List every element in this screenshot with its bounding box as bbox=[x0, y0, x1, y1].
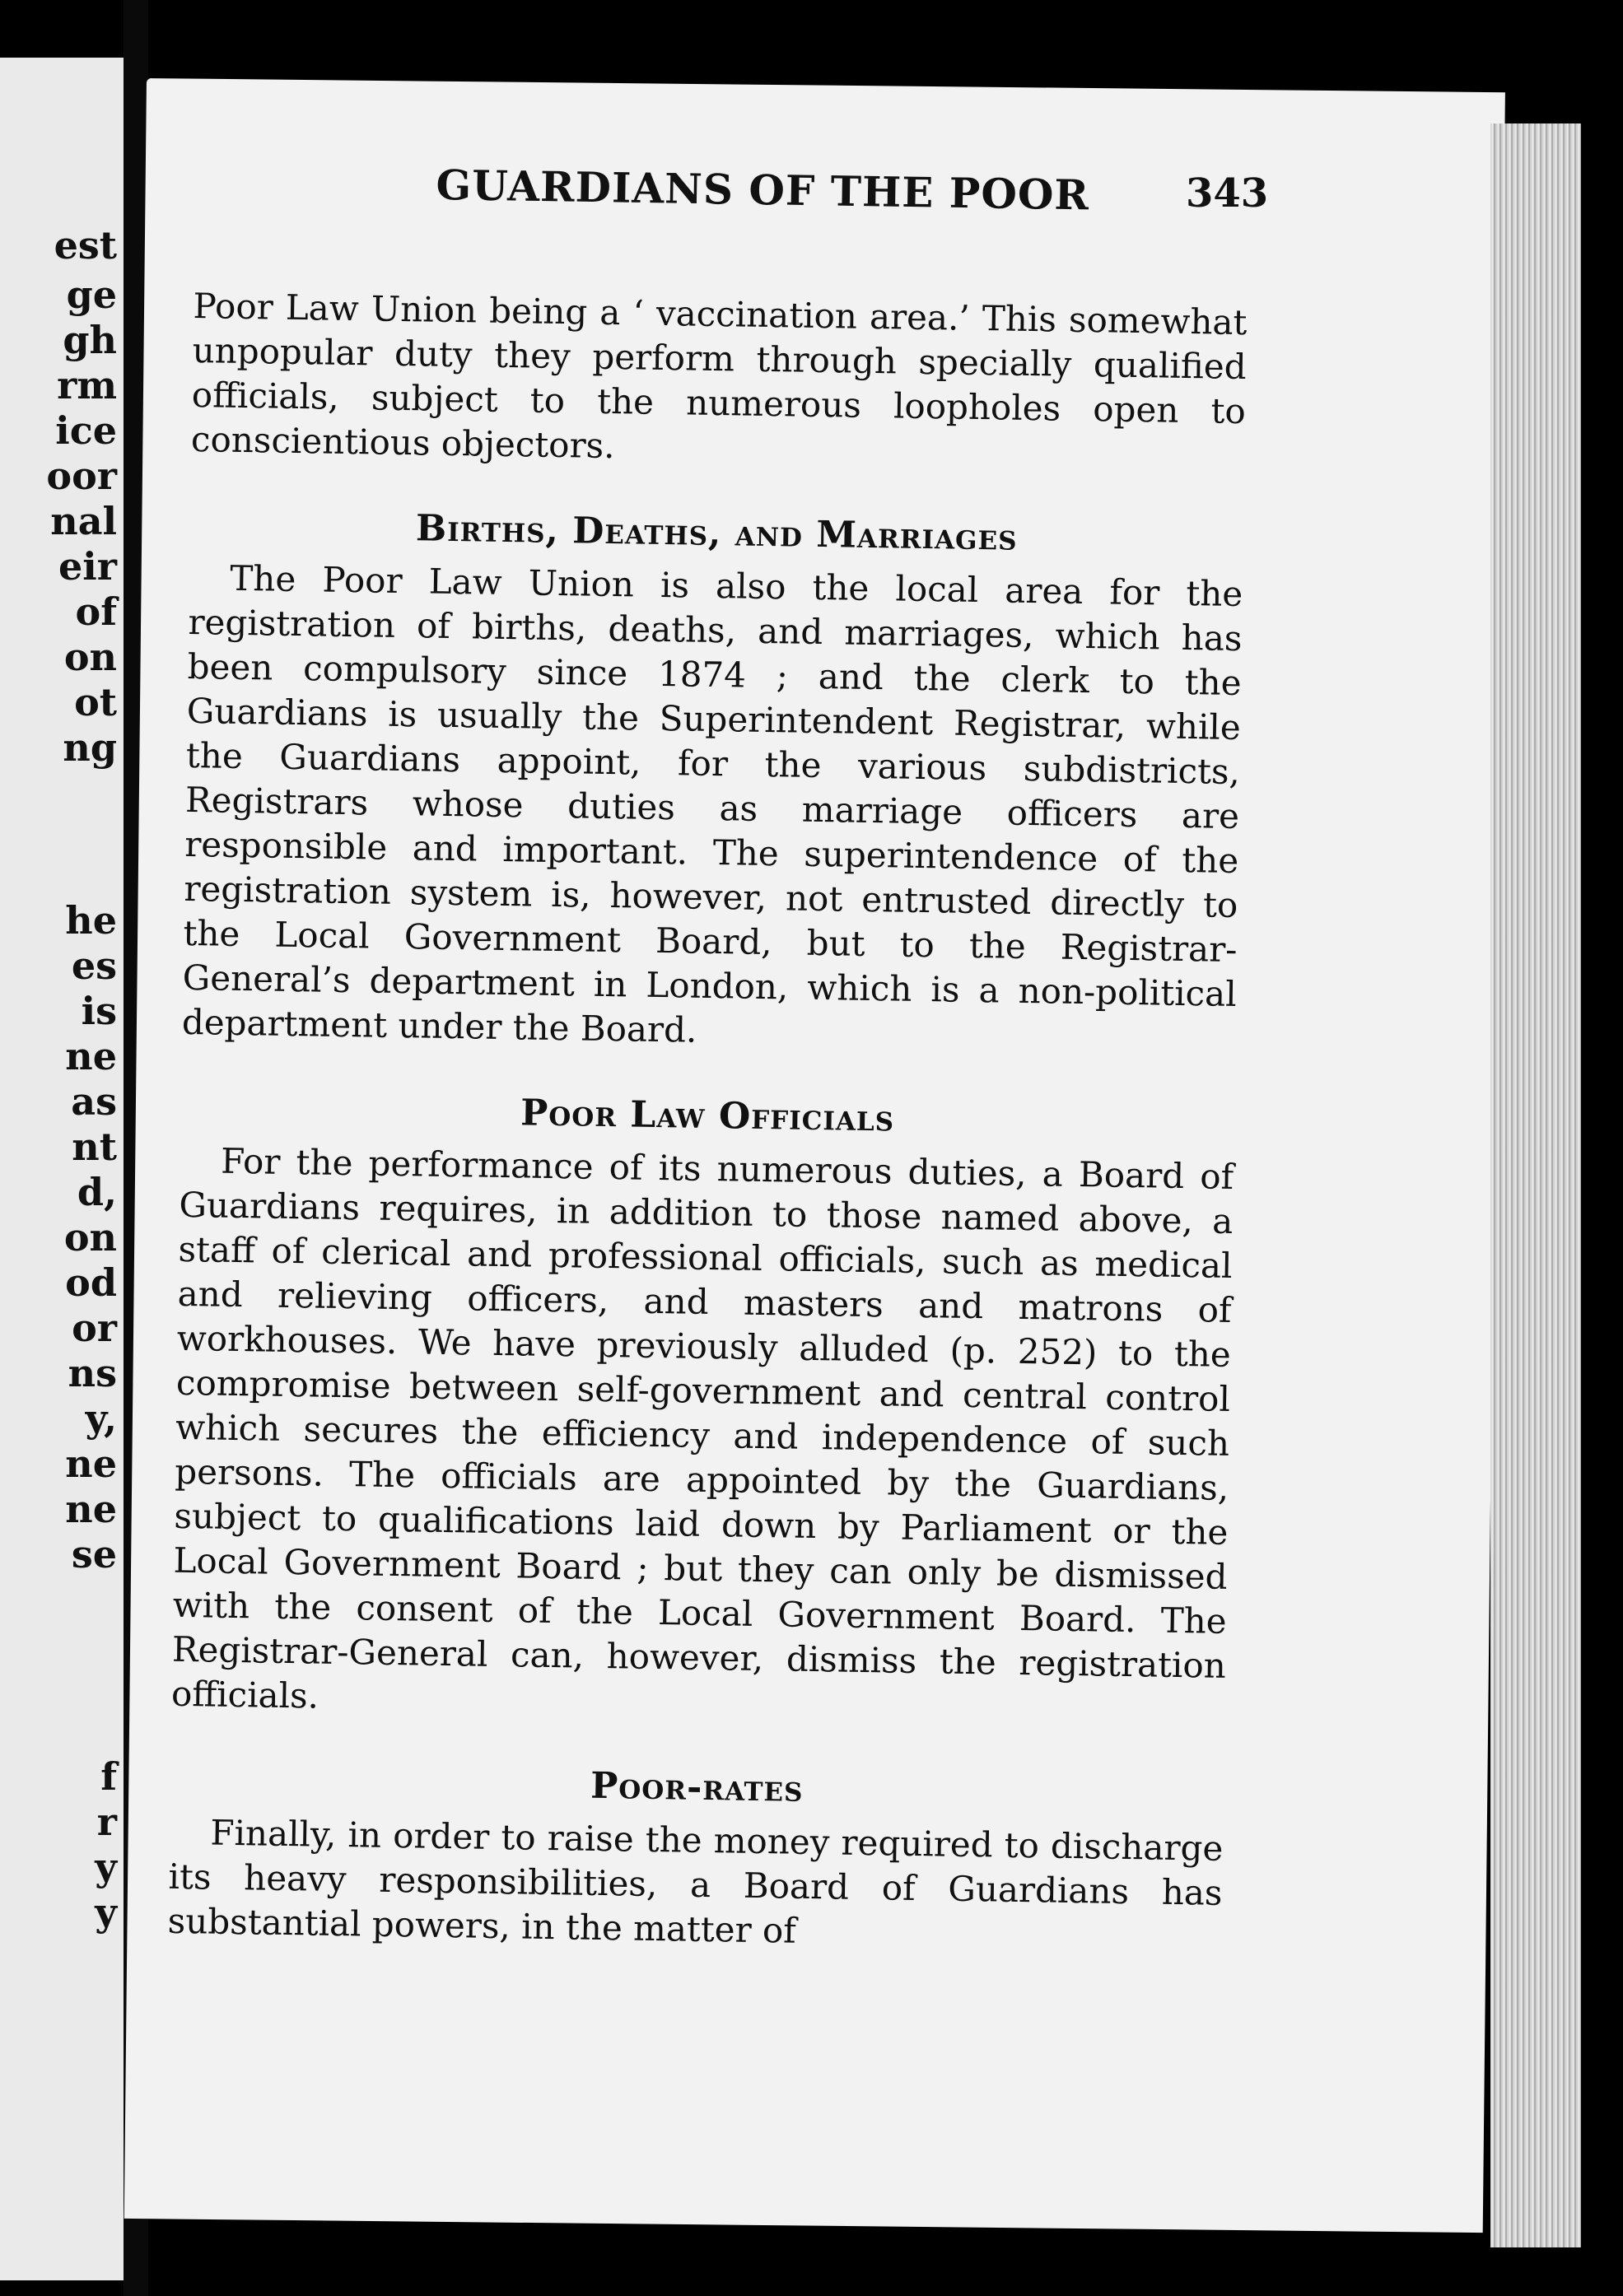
left-page-fragment: f bbox=[100, 1754, 117, 1799]
left-page-fragment: oor bbox=[46, 454, 117, 498]
left-page-fragment: he bbox=[65, 898, 117, 943]
left-page-fragment: ng bbox=[63, 725, 117, 770]
left-page-fragment: nal bbox=[50, 499, 117, 543]
left-page-edge bbox=[0, 58, 124, 2280]
paragraph-officials: For the performance of its numerous duties, a Board of Guardians requires, in addition to those named above, a staff of clerical and professional officials, such as medical and relieving officers, and masters and matrons of workhouses. We have previously alluded (p. 252) to the compromise between self-government and central control which secures the efficiency and independence of such persons. The officials are appointed by the Guardians, subject to qualifications laid down by Parliament or the Local Government Board ; but they can only be dismissed with the consent of the Local Government Board. The Registrar-General can, however, dismiss the registration officials. bbox=[170, 1140, 1234, 1716]
page-header bbox=[0, 161, 1623, 226]
left-page-fragment: r bbox=[96, 1800, 117, 1844]
left-page-fragment: ne bbox=[65, 1441, 117, 1486]
left-page-fragment: ne bbox=[65, 1034, 117, 1078]
heading-births-deaths-marriages: Births, Deaths, and Marriages bbox=[415, 507, 1019, 559]
left-page-fragment: on bbox=[63, 635, 117, 679]
left-page-fragment: ot bbox=[74, 680, 117, 724]
page-number: 343 bbox=[1186, 170, 1269, 217]
paragraph-vaccination: Poor Law Union being a ‘ vaccination area.’ This somewhat unpopular duty they perform through specially qualified officials, subject to the numerous loopholes open to conscientious objectors. bbox=[190, 285, 1248, 467]
left-page-fragment: se bbox=[71, 1532, 117, 1576]
left-page-fragment: d, bbox=[77, 1170, 117, 1214]
left-page-fragment: on bbox=[63, 1215, 117, 1260]
left-page-fragment: y bbox=[95, 1890, 117, 1935]
left-page-fragment: od bbox=[65, 1260, 117, 1305]
left-page-fragment: ice bbox=[55, 408, 117, 453]
left-page-fragment: as bbox=[71, 1079, 117, 1124]
left-page-fragment: rm bbox=[57, 363, 117, 408]
left-page-fragment: is bbox=[81, 989, 117, 1033]
left-page-fragment: y, bbox=[85, 1396, 117, 1441]
page-body bbox=[167, 284, 1248, 1960]
left-page-fragment: ge bbox=[66, 272, 117, 317]
left-page-fragment: gh bbox=[63, 318, 117, 362]
heading-poor-law-officials: Poor Law Officials bbox=[520, 1092, 895, 1140]
running-title: GUARDIANS OF THE POOR bbox=[436, 161, 1090, 220]
page-edges bbox=[1490, 123, 1581, 2247]
left-page-fragment: eir bbox=[58, 544, 117, 589]
left-page-fragment: or bbox=[72, 1306, 117, 1350]
left-page-fragment: ne bbox=[65, 1487, 117, 1531]
left-page-fragment: of bbox=[75, 589, 117, 634]
paragraph-registration: The Poor Law Union is also the local area for the registration of births, deaths, and marriages, which has been compulsory since 1874 ; and the clerk to the Guardians is usually the Superintendent Registrar, while the Guardians appoint, for the various subdistricts, Registrars whose duties as marriage officers are responsible and important. The superintendence of the registration system is, however, not entrusted directly to the Local Government Board, but to the Registrar-General’s department in London, which is a non-political department under the Board. bbox=[181, 557, 1243, 1050]
left-page-fragment: ns bbox=[68, 1351, 117, 1395]
heading-poor-rates: Poor-rates bbox=[590, 1764, 804, 1810]
left-page-fragment: es bbox=[71, 943, 117, 988]
left-page-fragment: est bbox=[54, 223, 117, 268]
paragraph-poor-rates: Finally, in order to raise the money required to discharge its heavy responsibilities, a Board of Guardians has substantial powers, in the matter of bbox=[167, 1812, 1224, 1951]
left-page-fragment: nt bbox=[72, 1125, 117, 1169]
left-page-fragment: y bbox=[95, 1845, 117, 1889]
